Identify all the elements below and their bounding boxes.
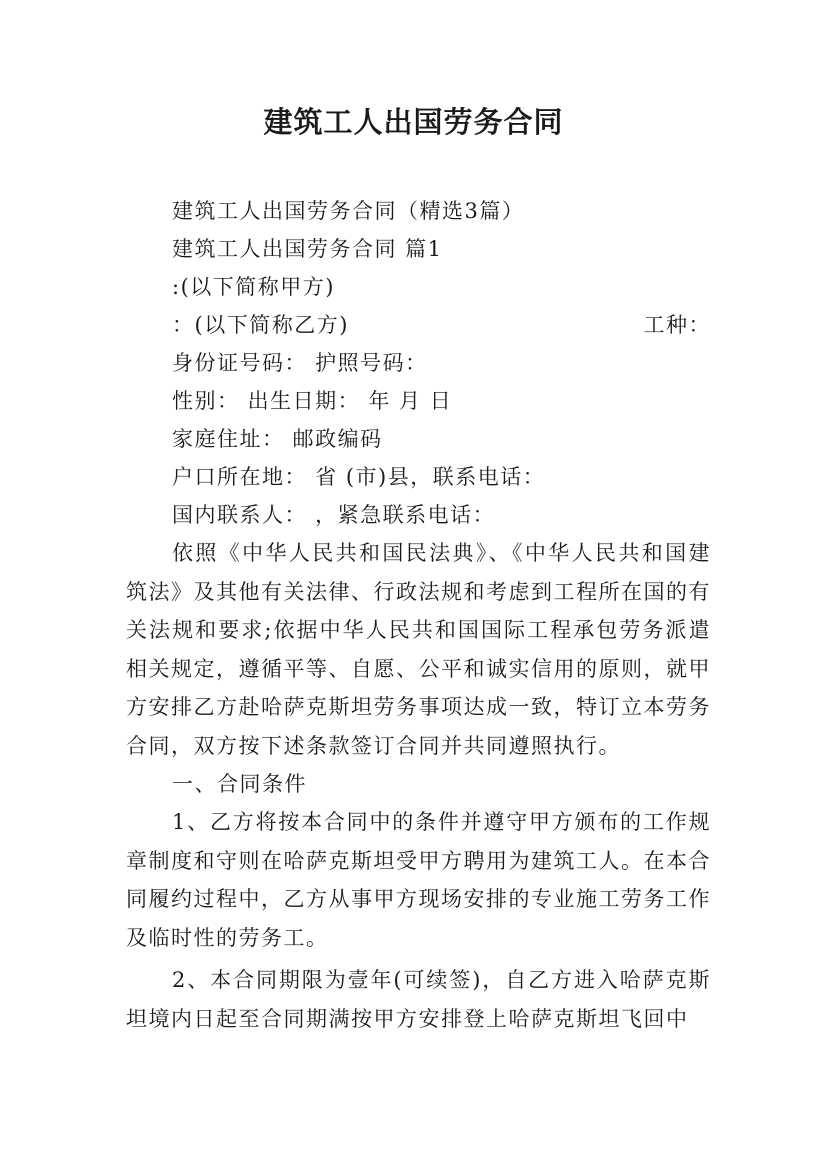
intro-paragraph: 依照《中华人民共和国民法典》、《中华人民共和国建筑法》及其他有关法律、行政法规和考虑到工程所在国的有关法规和要求;依据中华人民共和国国际工程承包劳务派遣相关规定，遵循平等、自愿、公平和诚实信用的原则，就甲方安排乙方赴哈萨克斯坦劳务事项达成一致，特订立本劳务合同，双方按下述条款签订合同并共同遵照执行。 <box>126 541 711 758</box>
section-heading-line: 建筑工人出国劳务合同 篇1 <box>172 237 443 261</box>
job-type-label: 工种： <box>643 313 711 337</box>
id-passport-line: 身份证号码： 护照号码： <box>172 351 428 375</box>
party-b-row <box>126 306 711 344</box>
domestic-contact-line: 国内联系人： ，紧急联系电话： <box>172 503 496 527</box>
clause-2-paragraph: 2、本合同期限为壹年(可续签)，自乙方进入哈萨克斯坦境内日起至合同期满按甲方安排登上哈萨克斯坦飞回中 <box>126 968 711 1031</box>
party-b-line: ：(以下简称乙方) <box>172 313 349 337</box>
subtitle-line: 建筑工人出国劳务合同（精选3篇） <box>172 199 525 223</box>
document-title: 建筑工人出国劳务合同 <box>263 105 564 139</box>
home-address-line: 家庭住址： 邮政编码 <box>172 427 383 451</box>
household-line: 户口所在地： 省 (市)县，联系电话： <box>172 465 546 489</box>
document-body <box>126 192 711 1038</box>
section1-title: 一、合同条件 <box>172 772 307 796</box>
gender-birth-line: 性别： 出生日期： 年 月 日 <box>172 389 453 413</box>
party-a-line: :(以下简称甲方) <box>172 275 335 299</box>
clause-1-paragraph: 1、乙方将按本合同中的条件并遵守甲方颁布的工作规章制度和守则在哈萨克斯坦受甲方聘用为建筑工人。在本合同履约过程中，乙方从事甲方现场安排的专业施工劳务工作及临时性的劳务工。 <box>126 810 711 950</box>
